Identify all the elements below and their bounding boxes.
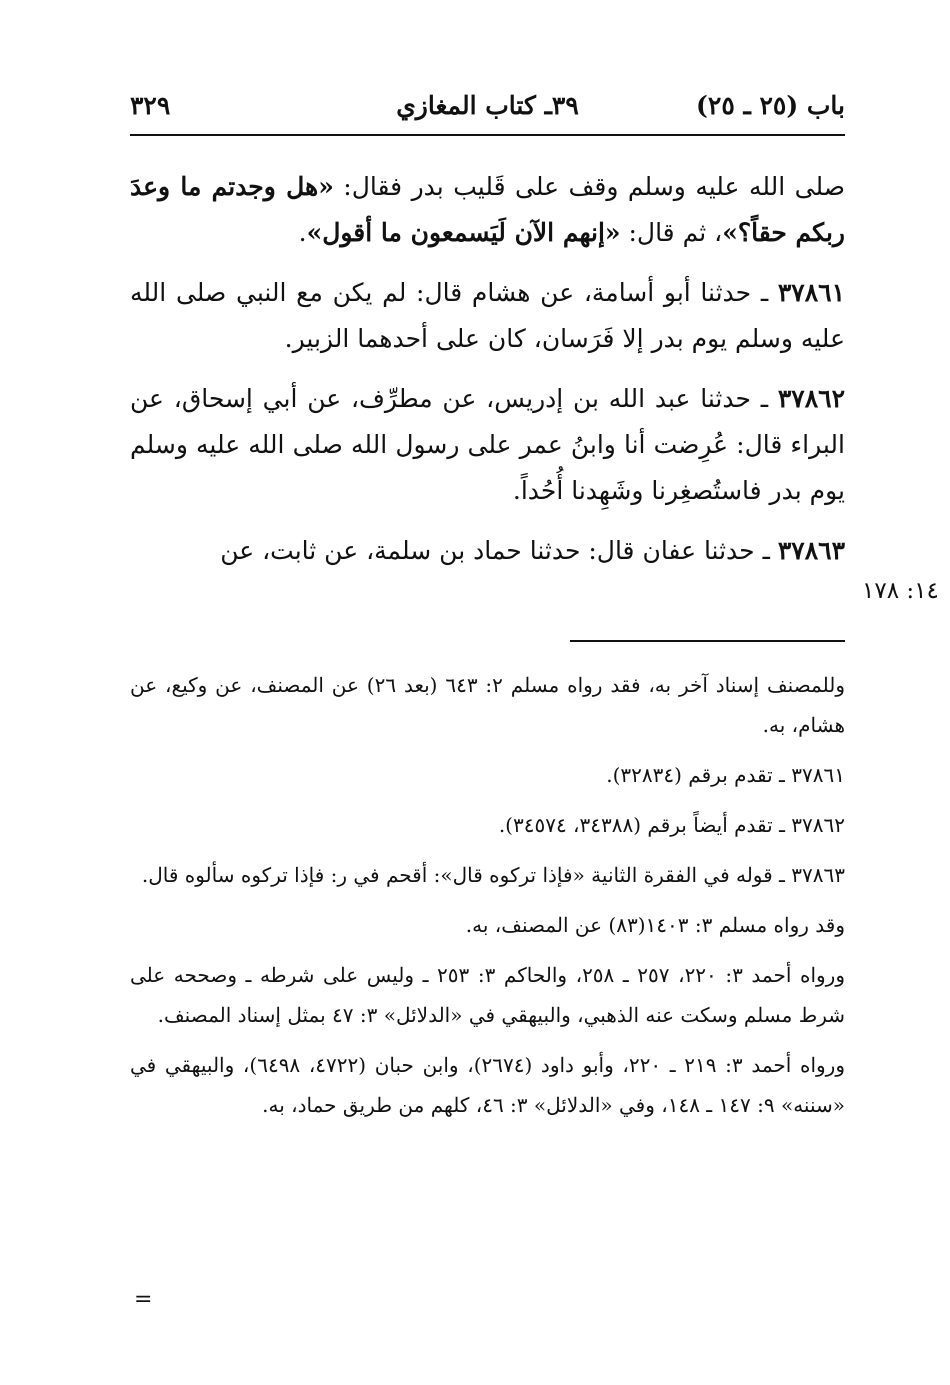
running-header [130,86,845,126]
paragraph-continuation [130,164,845,256]
footnote-rule [570,640,845,642]
header-rule [130,134,845,136]
quoted-hadith-text: «هل وجدتم ما وعدَ ربكم حقاً؟» [130,172,845,247]
hadith-37863 [130,528,845,574]
footnote: وقد رواه مسلم ٣: ١٤٠٣(٨٣) عن المصنف، به. [465,913,845,937]
footnote: ٣٧٨٦١ ـ تقدم برقم (٣٢٨٣٤). [606,763,845,787]
footnote: ٣٧٨٦٣ ـ قوله في الفقرة الثانية «فإذا تركوه قال»: أقحم في ر: فإذا تركوه سألوه قال. [141,863,845,887]
footnote: وللمصنف إسناد آخر به، فقد رواه مسلم ٢: ٦٤٣ (بعد ٢٦) عن المصنف، عن وكيع، عن هشام، به. [130,673,845,737]
quoted-hadith-text: «إنهم الآن لَيَسمعون ما أقول» [306,218,621,247]
footnote: ورواه أحمد ٣: ٢١٩ ـ ٢٢٠، وأبو داود (٢٦٧٤)، وابن حبان (٤٧٢٢، ٦٤٩٨)، والبيهقي في «سننه» ٩: ١٤٧ ـ ١٤٨، وفي «الدلائل» ٣: ٤٦، كلهم من طريق حماد، به. [130,1053,845,1117]
hadith-text: ـ حدثنا أبو أسامة، عن هشام قال: لم يكن مع النبي صلى الله عليه وسلم يوم بدر إلا فَرَسان، كان على أحدهما الزبير. [130,278,845,353]
hadith-37861 [130,270,845,362]
hadith-number: ٣٧٨٦٣ [777,536,845,565]
hadith-text: ـ حدثنا عفان قال: حدثنا حماد بن سلمة، عن ثابت، عن [220,536,778,565]
footnote: ورواه أحمد ٣: ٢٢٠، ٢٥٧ ـ ٢٥٨، والحاكم ٣: ٢٥٣ ـ وليس على شرطه ـ وصححه على شرط مسلم وسكت عنه الذهبي، والبيهقي في «الدلائل» ٣: ٤٧ بمثل إسناد المصنف. [130,963,845,1027]
main-text [130,164,845,588]
text: ، ثم قال: [620,218,723,247]
header-chapter: باب (٢٥ ـ ٢٥) [696,91,845,120]
hadith-37862 [130,376,845,514]
footnotes [130,665,845,1135]
hadith-number: ٣٧٨٦١ [777,278,845,307]
hadith-number: ٣٧٨٦٢ [777,384,845,413]
margin-reference: ١٤: ١٧٨ [862,578,939,604]
page-number: ٣٢٩ [130,91,171,120]
continuation-mark: = [134,1287,153,1312]
hadith-text: ـ حدثنا عبد الله بن إدريس، عن مطرِّف، عن أبي إسحاق، عن البراء قال: عُرِضت أنا وابنُ عمر على رسول الله صلى الله عليه وسلم يوم بدر فاستُصغِرنا وشَهِدنا أُحُداً. [130,384,845,505]
text: صلى الله عليه وسلم وقف على قَليب بدر فقال: [333,172,846,201]
text: . [298,218,307,247]
footnote: ٣٧٨٦٢ ـ تقدم أيضاً برقم (٣٤٣٨٨، ٣٤٥٧٤). [498,813,845,837]
header-book-title: ٣٩ـ كتاب المغازي [396,91,579,120]
